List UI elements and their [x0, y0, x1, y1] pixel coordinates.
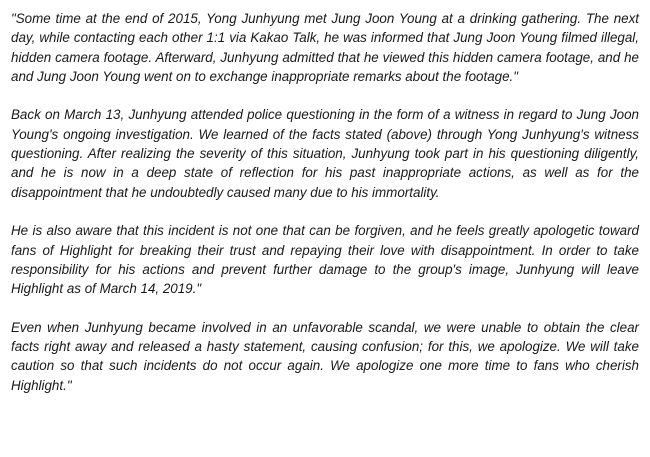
statement-document [11, 9, 639, 395]
paragraph-3: He is also aware that this incident is not one that can be forgiven, and he feels greatly apologetic toward fans of Highlight for breaking their trust and repaying their love with disappointment. In order to take responsibility for his actions and prevent further damage to the group's image, Junhyung will leave Highlight as of March 14, 2019." [11, 223, 639, 297]
paragraph-2: Back on March 13, Junhyung attended police questioning in the form of a witness in regard to Jung Joon Young's ongoing investigation. We learned of the facts stated (above) through Yong Junhyung's witness questioning. After realizing the severity of this situation, Junhyung took part in his questioning diligently, and he is now in a deep state of reflection for his past inappropriate actions, as well as for the disappointment that he undoubtedly caused many due to his immortality. [11, 107, 639, 200]
paragraph-4: Even when Junhyung became involved in an unfavorable scandal, we were unable to obtain the clear facts right away and released a hasty statement, causing confusion; for this, we apologize. We will take caution so that such incidents do not occur again. We apologize one more time to fans who cherish Highlight." [11, 319, 639, 393]
paragraph-1: "Some time at the end of 2015, Yong Junhyung met Jung Joon Young at a drinking gathering. The next day, while contacting each other 1:1 via Kakao Talk, he was informed that Jung Joon Young filmed illegal, hidden camera footage. Afterward, Junhyung admitted that he viewed this hidden camera footage, and he and Jung Joon Young went on to exchange inappropriate remarks about the footage." [11, 11, 639, 84]
